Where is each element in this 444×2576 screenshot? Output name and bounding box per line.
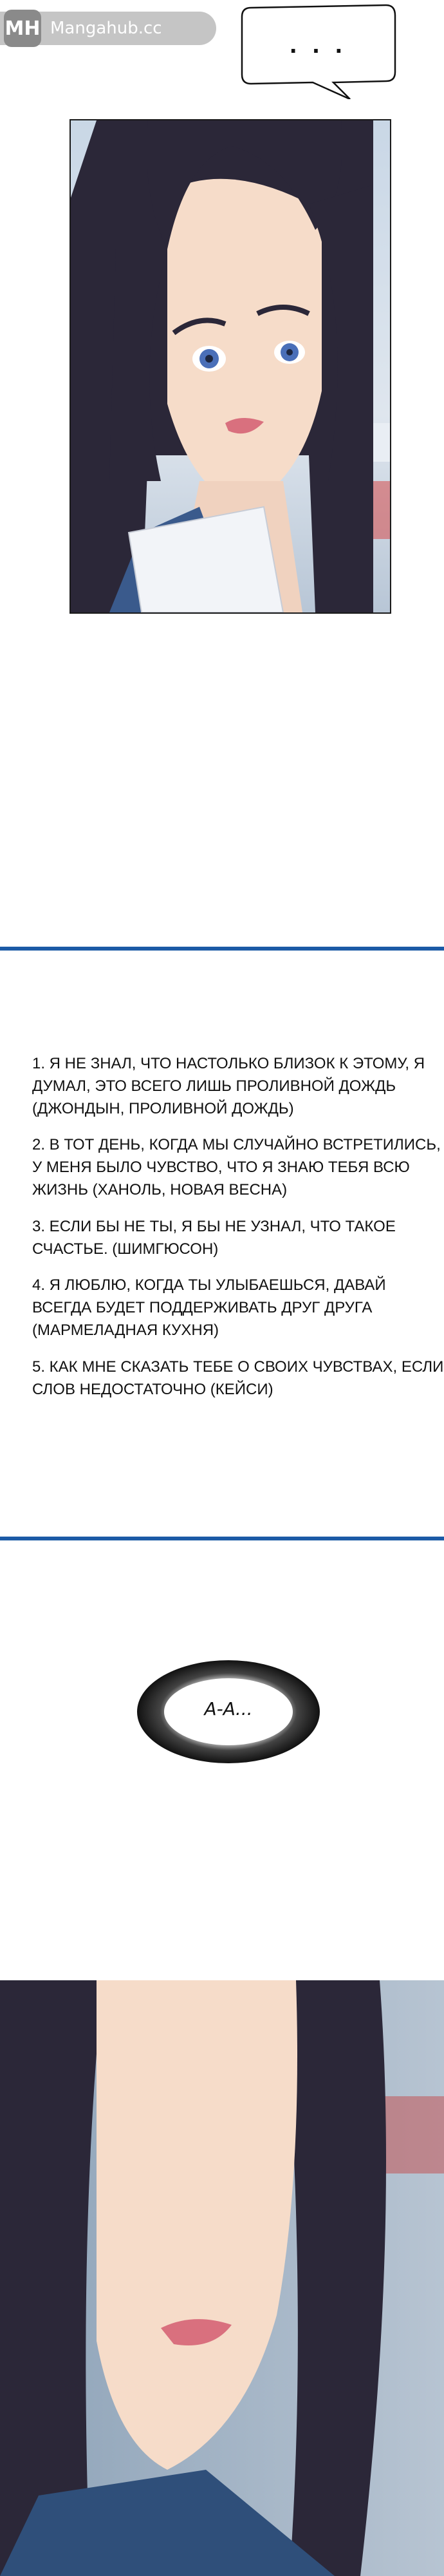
credit-line: 5. КАК МНЕ СКАЗАТЬ ТЕБЕ О СВОИХ ЧУВСТВАХ, ЕСЛИ СЛОВ НЕДОСТАТОЧНО (КЕЙСИ) xyxy=(32,1358,444,1398)
credit-line: 1. Я НЕ ЗНАЛ, ЧТО НАСТОЛЬКО БЛИЗОК К ЭТОМУ, Я ДУМАЛ, ЭТО ВСЕГО ЛИШЬ ПРОЛИВНОЙ ДОЖДЬ (ДЖОНДЫН, ПРОЛИВНОЙ ДОЖДЬ) xyxy=(32,1055,425,1117)
sound-effect-text: А-А... xyxy=(204,1698,253,1719)
credit-line: 2. В ТОТ ДЕНЬ, КОГДА МЫ СЛУЧАЙНО ВСТРЕТИЛИСЬ, У МЕНЯ БЫЛО ЧУВСТВО, ЧТО Я ЗНАЮ ТЕБЯ ВСЮ ЖИЗНЬ (ХАНОЛЬ, НОВАЯ ВЕСНА) xyxy=(32,1136,441,1198)
credit-line: 4. Я ЛЮБЛЮ, КОГДА ТЫ УЛЫБАЕШЬСЯ, ДАВАЙ ВСЕГДА БУДЕТ ПОДДЕРЖИВАТЬ ДРУГ ДРУГА (МАРМЕЛАДНАЯ КУХНЯ) xyxy=(32,1276,386,1339)
panel-2-illustration xyxy=(0,1980,444,2576)
credit-line: 3. ЕСЛИ БЫ НЕ ТЫ, Я БЫ НЕ УЗНАЛ, ЧТО ТАКОЕ СЧАСТЬЕ. (ШИМГЮСОН) xyxy=(32,1217,396,1258)
speech-bubble-text: . . . xyxy=(289,33,347,58)
comic-panel-1 xyxy=(69,119,391,614)
comic-panel-2 xyxy=(0,1980,444,2576)
watermark-site: Mangahub.cc xyxy=(50,19,162,38)
watermark xyxy=(0,12,216,45)
divider-rule xyxy=(0,947,444,951)
panel-1-illustration xyxy=(71,120,390,612)
divider-rule xyxy=(0,1537,444,1540)
credits-list xyxy=(32,1053,444,1415)
watermark-logo: MH xyxy=(4,10,41,47)
